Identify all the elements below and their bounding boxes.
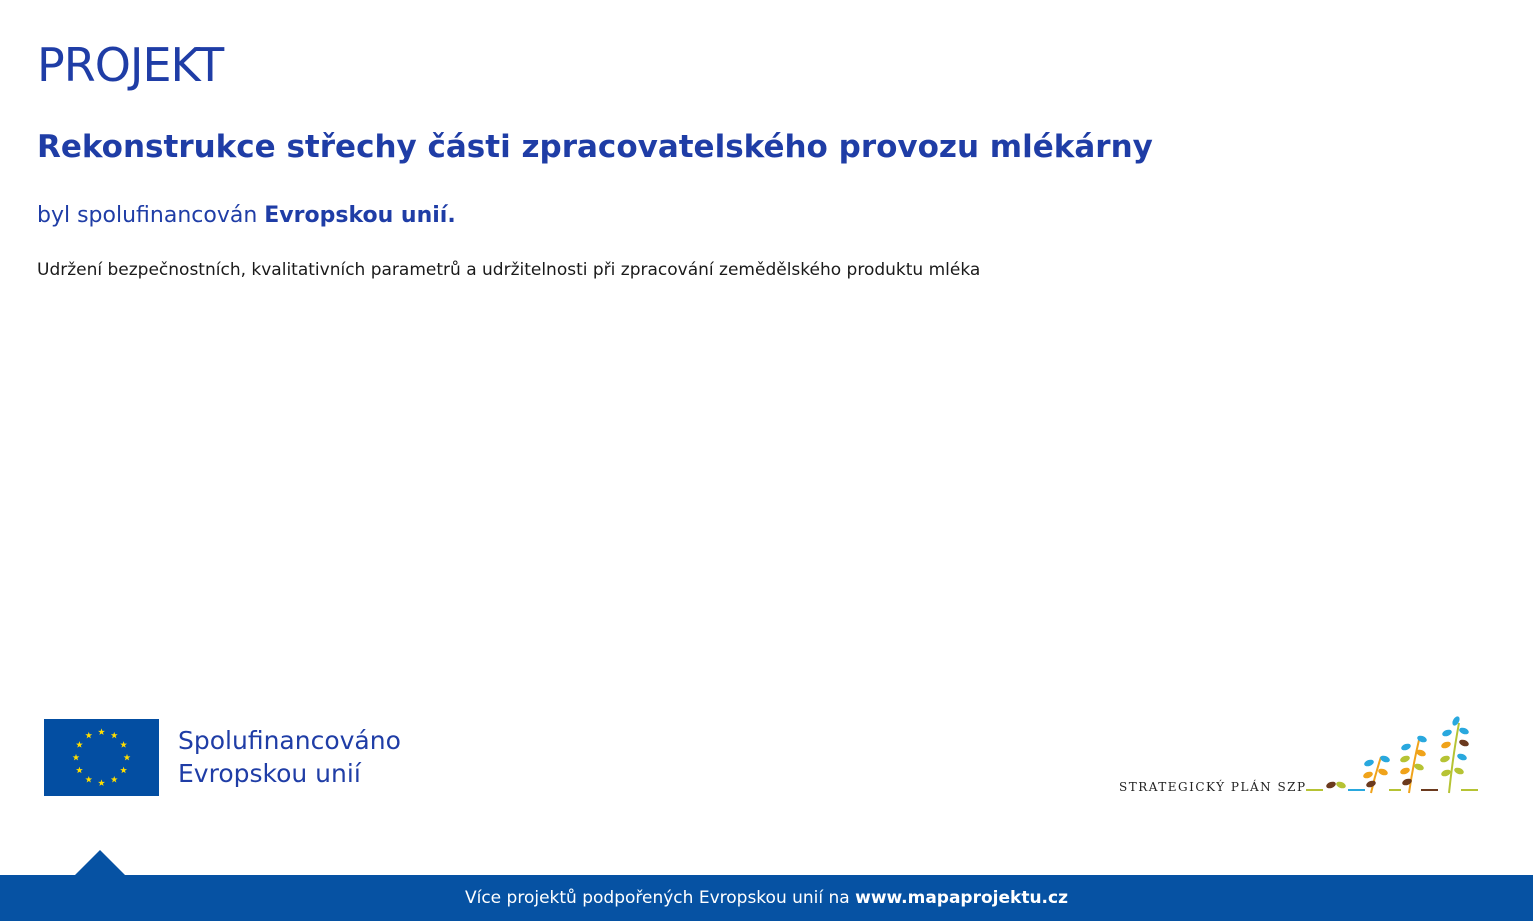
cofinanced-eu: Evropskou unií.	[264, 203, 456, 228]
eu-logo-text	[178, 725, 401, 790]
szp-logo	[1119, 715, 1499, 800]
szp-logo-label: STRATEGICKÝ PLÁN SZP	[1119, 780, 1307, 794]
footer-notch	[74, 850, 126, 876]
szp-trees-icon	[1301, 715, 1491, 800]
eu-logo-line1: Spolufinancováno	[178, 726, 401, 755]
cofinanced-prefix: byl spolufinancován	[37, 203, 265, 228]
project-title: Rekonstrukce střechy části zpracovatelského provozu mlékárny	[37, 129, 1153, 165]
page-heading: PROJEKT	[37, 38, 224, 92]
footer-link[interactable]: www.mapaprojektu.cz	[855, 888, 1068, 908]
eu-flag-icon	[44, 719, 159, 796]
eu-logo-line2: Evropskou unií	[178, 758, 361, 788]
footer-bar	[0, 875, 1533, 921]
footer-text: Více projektů podpořených Evropskou unií na	[464, 888, 850, 908]
cofinanced-statement	[37, 203, 456, 228]
project-description: Udržení bezpečnostních, kvalitativních parametrů a udržitelnosti při zpracování zemědělského produktu mléka	[37, 260, 981, 280]
eu-cofinanced-logo	[44, 719, 401, 796]
